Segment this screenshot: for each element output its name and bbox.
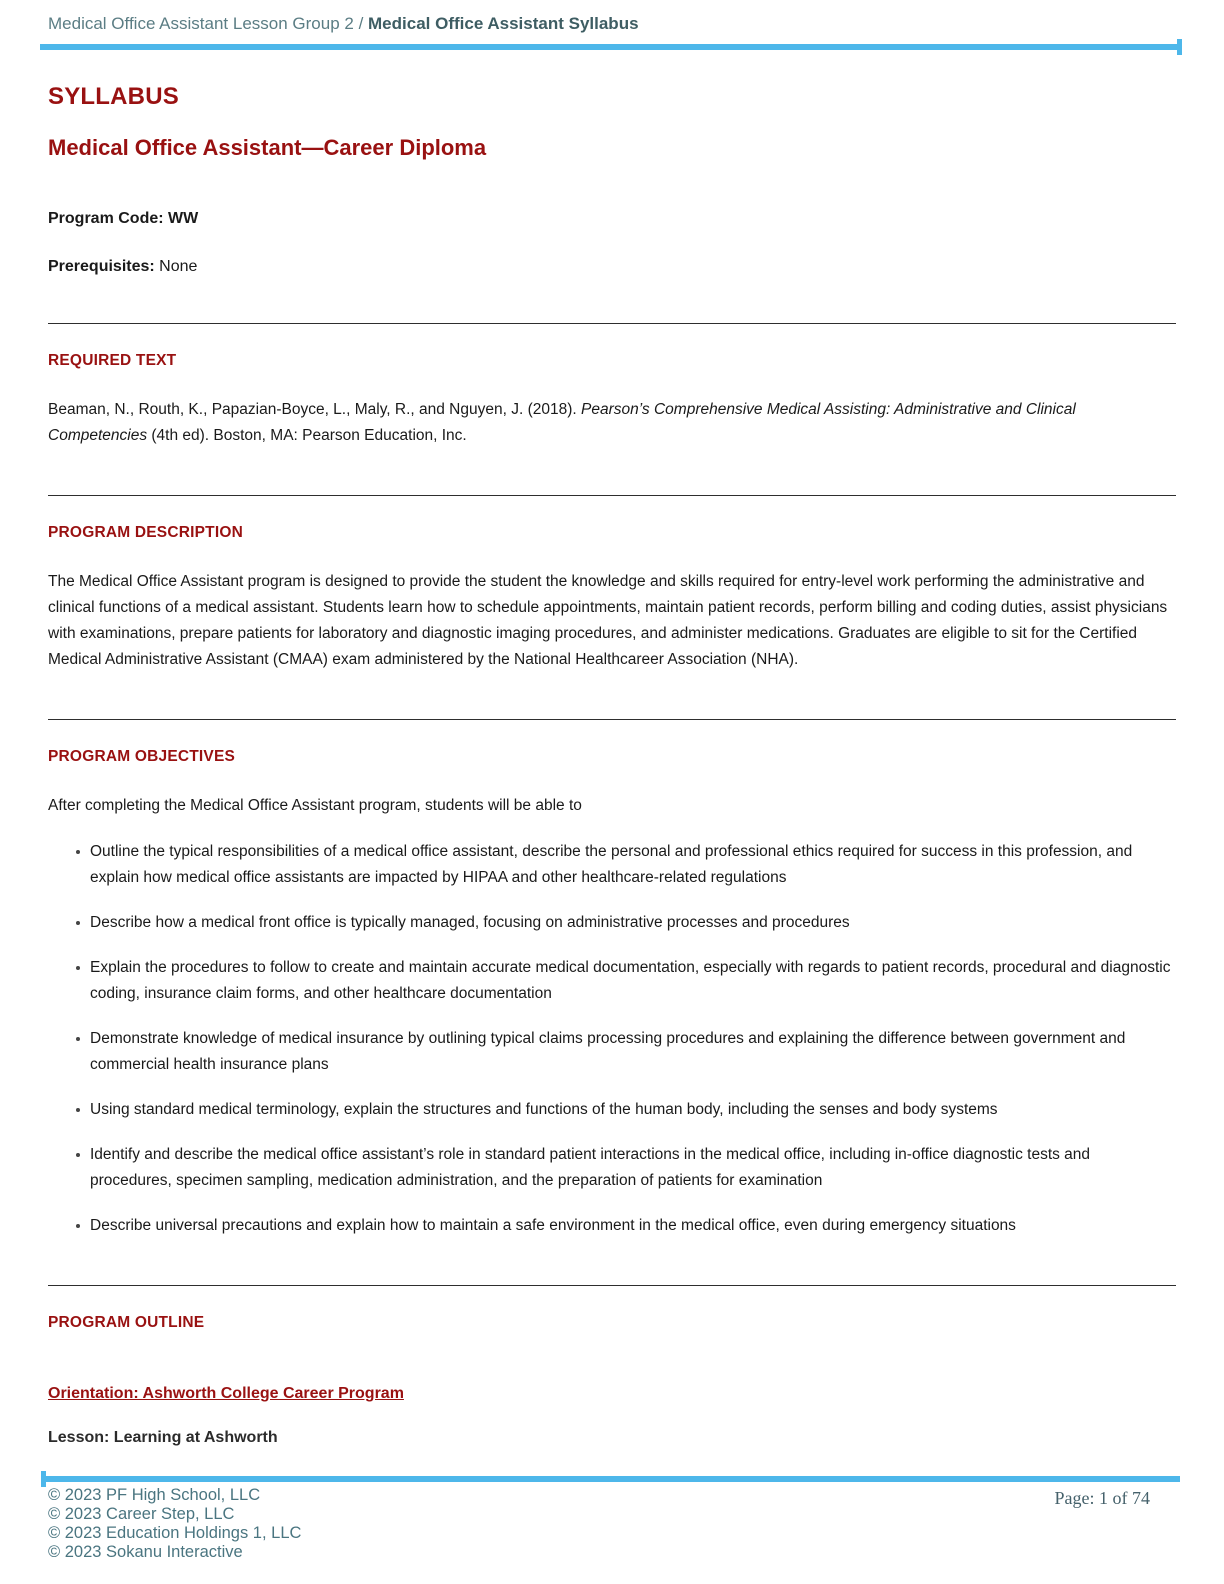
citation-book-title: Pearson’s Comprehensive Medical Assisting: Administrative and Clinical Competencies	[48, 401, 1076, 444]
breadcrumb-parent-link[interactable]: Medical Office Assistant Lesson Group 2 /	[48, 14, 369, 33]
copyright-line: © 2023 PF High School, LLC	[48, 1486, 261, 1504]
prerequisites-label: Prerequisites:	[48, 258, 155, 275]
program-code-line	[48, 209, 1176, 229]
breadcrumb	[0, 0, 1224, 35]
copyright-line: © 2023 Education Holdings 1, LLC	[48, 1524, 302, 1542]
lesson-title: Lesson: Learning at Ashworth	[48, 1429, 278, 1446]
program-code-value: WW	[168, 210, 199, 227]
document-body	[0, 83, 1224, 1447]
objective-item: Using standard medical terminology, explain the structures and functions of the human body, including the senses and body systems	[76, 1097, 1176, 1123]
program-description-heading: PROGRAM DESCRIPTION	[48, 524, 243, 541]
section-divider	[48, 495, 1176, 496]
objective-item: Describe universal precautions and explain how to maintain a safe environment in the medical office, even during emergency situations	[76, 1213, 1176, 1239]
required-text-citation	[48, 397, 1176, 449]
prerequisites-value: None	[159, 258, 198, 275]
footer-divider-rule	[42, 1476, 1180, 1482]
section-divider	[48, 323, 1176, 324]
page-number: Page: 1 of 74	[1054, 1488, 1150, 1508]
section-divider	[48, 719, 1176, 720]
page-footer	[0, 1476, 1224, 1584]
page-title: Medical Office Assistant—Career Diploma	[48, 135, 487, 160]
program-outline-heading: PROGRAM OUTLINE	[48, 1314, 205, 1331]
copyright-line: © 2023 Career Step, LLC	[48, 1505, 235, 1523]
program-objectives-heading: PROGRAM OBJECTIVES	[48, 748, 236, 765]
objective-item: Outline the typical responsibilities of a medical office assistant, describe the personal and professional ethics required for success in this profession, and explain how medical office assistants are impacted by HIPAA and other healthcare-related regulations	[76, 839, 1176, 891]
orientation-program-link[interactable]: Orientation: Ashworth College Career Program	[48, 1385, 404, 1402]
breadcrumb-current-page: Medical Office Assistant Syllabus	[368, 14, 639, 33]
copyright-line: © 2023 Sokanu Interactive	[48, 1543, 243, 1561]
citation-publisher: (4th ed). Boston, MA: Pearson Education, Inc.	[147, 427, 467, 444]
footer-rule-start-tick	[41, 1471, 46, 1487]
prerequisites-line	[48, 257, 1176, 277]
required-text-heading: REQUIRED TEXT	[48, 352, 177, 369]
objective-item: Demonstrate knowledge of medical insurance by outlining typical claims processing procedures and explaining the difference between government and commercial health insurance plans	[76, 1026, 1176, 1078]
objectives-list	[76, 839, 1176, 1239]
document-type-heading: SYLLABUS	[48, 83, 179, 110]
objective-item: Identify and describe the medical office assistant’s role in standard patient interactions in the medical office, including in-office diagnostic tests and procedures, specimen sampling, medication administration, and the preparation of patients for examination	[76, 1142, 1176, 1194]
objective-item: Explain the procedures to follow to create and maintain accurate medical documentation, especially with regards to patient records, procedural and diagnostic coding, insurance claim forms, and other healthcare documentation	[76, 955, 1176, 1007]
copyright-block	[48, 1486, 301, 1562]
header-divider-rule	[40, 44, 1177, 50]
program-code-label: Program Code:	[48, 210, 164, 227]
objectives-intro: After completing the Medical Office Assistant program, students will be able to	[48, 797, 582, 814]
program-description-paragraph: The Medical Office Assistant program is designed to provide the student the knowledge and skills required for entry-level work performing the administrative and clinical functions of a medical assistant. Students learn how to schedule appointments, maintain patient records, perform billing and coding duties, assist physicians with examinations, prepare patients for laboratory and diagnostic imaging procedures, and administer medications. Graduates are eligible to sit for the Certified Medical Administrative Assistant (CMAA) exam administered by the National Healthcareer Association (NHA).	[48, 573, 1168, 668]
objective-item: Describe how a medical front office is typically managed, focusing on administrative processes and procedures	[76, 910, 1176, 936]
header-rule-end-tick	[1177, 39, 1182, 55]
citation-authors: Beaman, N., Routh, K., Papazian-Boyce, L., Maly, R., and Nguyen, J. (2018).	[48, 401, 582, 418]
section-divider	[48, 1285, 1176, 1286]
